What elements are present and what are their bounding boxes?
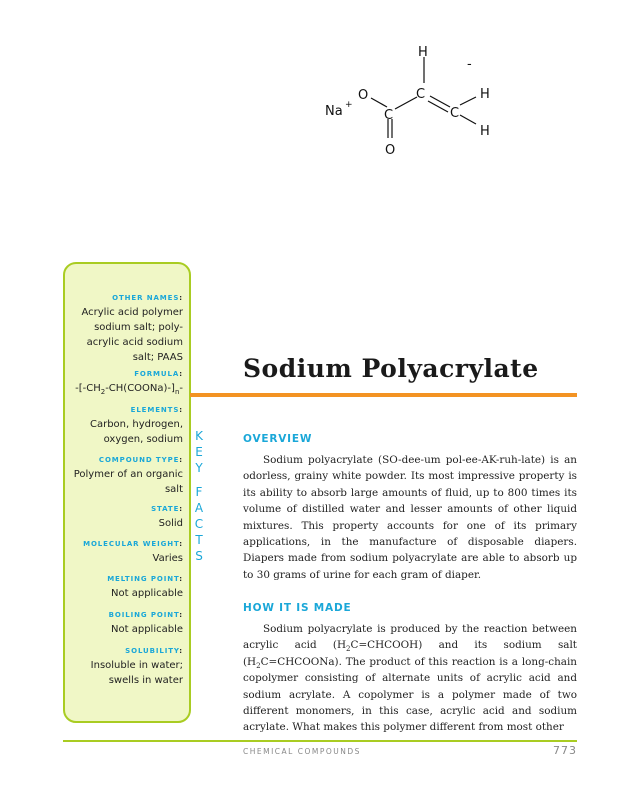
footer-label: CHEMICAL COMPOUNDS — [243, 747, 361, 756]
atom-c1: C — [384, 108, 394, 123]
atom-na: Na — [325, 104, 343, 119]
charge-sign: - — [467, 57, 472, 72]
key-facts-letter: C — [194, 517, 204, 531]
kf-heading: MOLECULAR WEIGHT : — [65, 539, 183, 549]
bond-c2-c3-a — [430, 96, 450, 107]
kf-compound-type — [65, 455, 183, 497]
kf-value: Polymer of an organic salt — [73, 469, 183, 495]
kf-heading: MELTING POINT : — [65, 574, 183, 584]
kf-formula — [65, 369, 183, 400]
kf-heading: ELEMENTS : — [65, 405, 183, 415]
kf-value: Insoluble in water; swells in water — [90, 660, 183, 686]
kf-value: Varies — [152, 553, 183, 564]
atom-c2: C — [416, 87, 426, 102]
kf-heading: OTHER NAMES : — [65, 293, 183, 303]
key-facts-letter: T — [195, 533, 203, 547]
bond-c1-c2 — [395, 97, 417, 109]
atom-o-double: O — [385, 143, 396, 158]
key-facts-box — [63, 262, 191, 723]
title-rule — [190, 393, 577, 397]
kf-solubility — [65, 646, 183, 688]
kf-melting-point — [65, 574, 183, 601]
how-made-paragraph: Sodium polyacrylate is produced by the reaction between acrylic acid $(H_2C=CHCOOH)$ and its sodium salt $(H_2C=CHCOONa)$. The product of this reaction is a long-chain copolymer consisting of alternate units of acrylic acid and sodium acrylate. A copolymer is a polymer made of two different monomers, in this case, acrylic acid and sodium acrylate. What makes this polymer different from most other — [243, 623, 577, 734]
atom-o-single: O — [358, 88, 369, 103]
kf-value: Acrylic acid polymer sodium salt; poly-acrylic acid sodium salt; PAAS — [81, 307, 183, 363]
kf-heading: SOLUBILITY : — [65, 646, 183, 656]
footer-rule — [63, 740, 577, 742]
kf-state — [65, 504, 183, 531]
kf-heading: COMPOUND TYPE : — [65, 455, 183, 465]
bond-c2-c3-b — [428, 101, 448, 112]
key-facts-vertical-label — [192, 428, 206, 564]
overview-heading: OVERVIEW — [243, 433, 313, 445]
kf-value: Not applicable — [111, 588, 183, 599]
kf-heading: STATE : — [65, 504, 183, 514]
kf-value: $-[-CH_2-CH(COONa)-]_n-$ — [75, 383, 183, 396]
key-facts-letter — [192, 476, 206, 484]
page-title: Sodium Polyacrylate — [243, 354, 539, 383]
kf-boiling-point — [65, 610, 183, 637]
kf-value: Carbon, hydrogen, oxygen, sodium — [89, 419, 183, 445]
key-facts-letter: S — [195, 549, 203, 563]
key-facts-letter: F — [195, 485, 203, 499]
key-facts-letter: E — [195, 445, 203, 459]
kf-value: Solid — [158, 518, 183, 529]
atom-h-right1: H — [480, 87, 490, 102]
key-facts-letter: Y — [195, 461, 203, 475]
kf-other-names — [65, 293, 183, 365]
page-number: 773 — [553, 744, 577, 757]
overview-paragraph: Sodium polyacrylate (SO-dee-um pol-ee-AK-ruh-late) is an odorless, grainy white powder. Its most impressive property is its ability to absorb large amounts of fluid, up to 800 times its volume of distilled water and lesser amounts of other liquid mixtures. This property accounts for one of its primary applications, in the manufacture of disposable diapers. Diapers made from sodium polyacrylate are able to absorb up to 30 grams of urine for each gram of diaper. — [243, 454, 577, 581]
kf-heading: FORMULA : — [65, 369, 183, 379]
atom-h-right2: H — [480, 124, 490, 139]
how-made-heading: HOW IT IS MADE — [243, 602, 352, 614]
kf-value: Not applicable — [111, 624, 183, 635]
na-charge: + — [345, 100, 353, 110]
kf-molecular-weight — [65, 539, 183, 566]
bond-c1-o — [371, 98, 387, 107]
kf-heading: BOILING POINT : — [65, 610, 183, 620]
atom-h-top: H — [418, 45, 428, 60]
atom-c3: C — [450, 106, 460, 121]
key-facts-letter: A — [194, 501, 204, 515]
bond-c3-h1 — [460, 97, 476, 105]
sodium-acrylate-structure — [310, 35, 520, 165]
bond-c3-h2 — [460, 115, 476, 124]
kf-elements — [65, 405, 183, 447]
key-facts-letter: K — [195, 429, 203, 443]
